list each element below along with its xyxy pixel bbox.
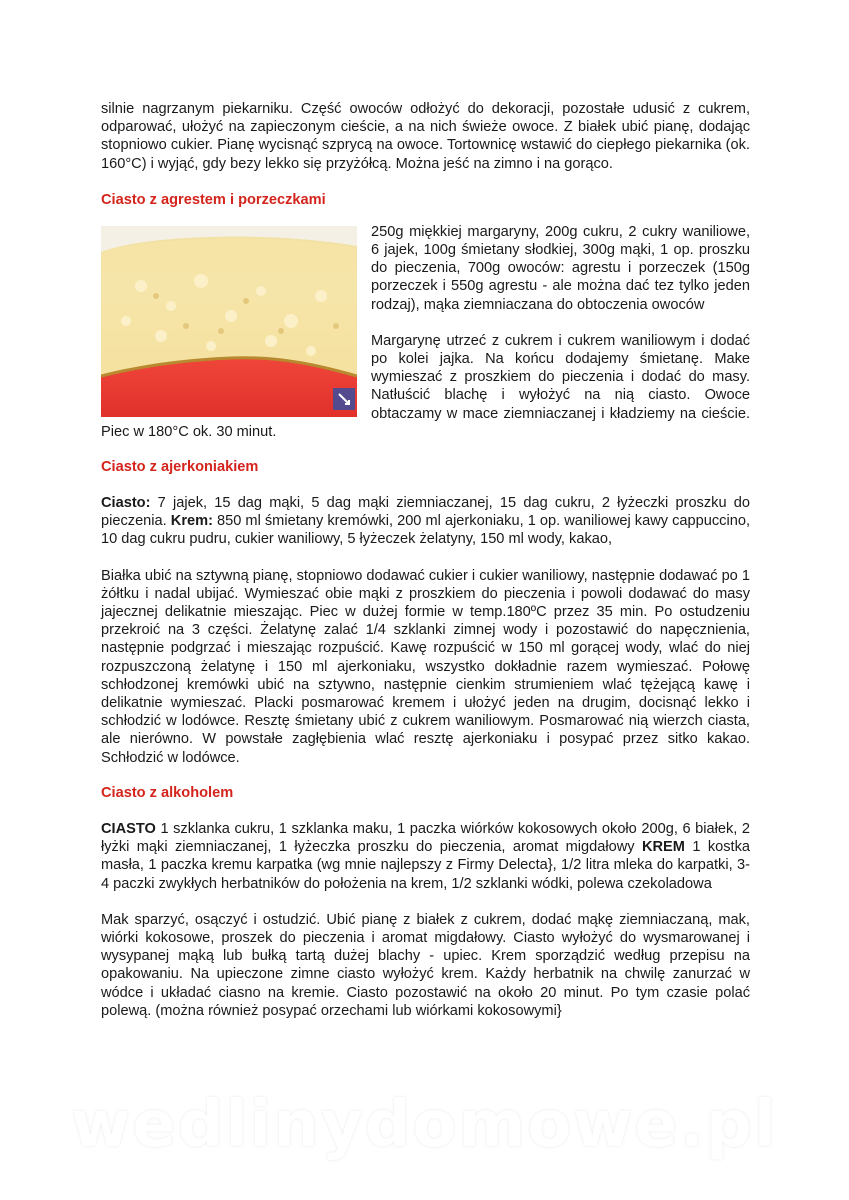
recipe1-ingredients: 250g miękkiej margaryny, 200g cukru, 2 cukry waniliowe, 6 jajek, 100g śmietany słodkiej, 300g mąki, 1 op. proszku do pieczenia, 700g owoców: agrestu i porzeczek (150g porzeczek i 550g agrestu - ale można dać tez tylko jeden rodzaj), mąka ziemniaczana do obtoczenia owoców — [371, 223, 750, 313]
label-ciasto-upper: CIASTO — [101, 820, 156, 837]
ciasto-ingredients-3: 1 szklanka cukru, 1 szklanka maku, 1 paczka wiórków kokosowych około 200g, 6 białek, 2 łyżki mąki ziemniaczanej, 1 łyżeczka proszku do pieczenia, aromat migdałowy — [101, 820, 750, 856]
label-krem: Krem: — [170, 513, 213, 530]
krem-ingredients-3: 1 kostka masła, 1 paczka kremu karpatka (wg mnie najlepszy z Firmy Delecta}, 1/2 litra mleka do karpatki, 3-4 paczki zwykłych herbatników do położenia na krem, 1/2 szklanki wódki, polewa czekoladowa — [101, 839, 750, 892]
recipe-title-agrest: Ciasto z agrestem i porzeczkami — [101, 191, 326, 208]
recipe3-method: Mak sparzyć, osączyć i ostudzić. Ubić pianę z białek z cukrem, dodać mąkę ziemniaczaną, mak, wiórki kokosowe, proszek do pieczenia i aromat migdałowy. Ciasto wyłożyć do wysmarowanej i wysypanej mąką lub bułką tartą dużej blachy - upiec. Krem sporządzić według przepisu na opakowaniu. Na upieczone zimne ciasto wyłożyć krem. Każdy herbatnik na chwilę zanurzać w wódce i układać ciasno na kremie. Ciasto pozostawić na około 20 minut. Po tym czasie polać polewą. (można również posypać orzechami lub wiórkami kokosowymi} — [101, 911, 750, 1019]
recipe2-method: Białka ubić na sztywną pianę, stopniowo dodawać cukier i cukier waniliowy, następnie dodawać po 1 żółtku i nadal ubijać. Wymieszać obie mąki z proszkiem do pieczenia i powoli dodawać do masy jajecznej delikatnie mieszając. Piec w dużej formie w temp.180ºC przez 35 min. Po ostudzeniu przekroić na 3 części. Żelatynę zalać 1/4 szklanki zimnej wody i pozostawić do napęcznienia, następnie podgrzać i mieszając rozpuścić. Kawę rozpuścić w 150 ml gorącej wody, wlać do niej rozpuszczoną żelatynę i 150 ml ajerkoniaku, wszystko dokładnie razem wymieszać. Połowę schłodzonej kremówki ubić na sztywno, następnie cienkim strumieniem wlać tężejącą kawę i delikatnie wymieszać. Placki posmarować kremem i ułożyć jeden na drugim, docisnąć lekko i schłodzić w lodówce. Resztę śmietany ubić z cukrem waniliowym. Posmarować nią wierzch ciasta, ale nierówno. W powstałe zagłębienia wlać resztę ajerkoniaku i posypać przez sitko kakao. Schłodzić w lodówce. — [101, 567, 750, 766]
recipe-title-ajerkoniak: Ciasto z ajerkoniakiem — [101, 459, 259, 476]
krem-ingredients: 850 ml śmietany kremówki, 200 ml ajerkoniaku, 1 op. waniliowej kawy cappuccino, 10 dag cukru pudru, cukier waniliowy, 5 łyżeczek żelatyny, 150 ml wody, kakao, — [101, 513, 750, 548]
ciasto-ingredients: 7 jajek, 15 dag mąki, 5 dag mąki ziemniaczanej, 15 dag cukru, 2 łyżeczki proszku do pieczenia. — [101, 495, 750, 530]
recipe1-method: Margarynę utrzeć z cukrem i cukrem waniliowym i dodać po kolei jajka. Na końcu dodajemy śmietanę. Make wymieszać z proszkiem do pieczenia i dodać do masy. Natłuścić blachę i wyłożyć na nią ciasto. Owoce obtaczamy w mace ziemniaczanej i kładziemy na cieście. Piec w 180°C ok. 30 minut. — [101, 332, 750, 440]
recipe2-ingredients — [101, 494, 750, 549]
document-page — [101, 100, 750, 1020]
cake-photo — [101, 226, 357, 417]
recipe-title-alkohol: Ciasto z alkoholem — [101, 784, 234, 801]
recipe3-ingredients — [101, 820, 750, 893]
watermark: wedlinydomowe.pl — [71, 1088, 778, 1162]
intro-paragraph: silnie nagrzanym piekarniku. Część owoców odłożyć do dekoracji, pozostałe udusić z cukrem, odparować, ułożyć na zapieczonym cieście, a na nich świeże owoce. Z białek ubić pianę, dodając stopniowo cukier. Pianę wycisnąć szprycą na owoce. Tortownicę wstawić do ciepłego piekarnika (ok. 160°C) i wyjąć, gdy bezy lekko się przyżółcą. Można jeść na zimno i na gorąco. — [101, 101, 750, 172]
label-krem-upper: KREM — [641, 839, 685, 856]
label-ciasto: Ciasto: — [101, 495, 151, 512]
